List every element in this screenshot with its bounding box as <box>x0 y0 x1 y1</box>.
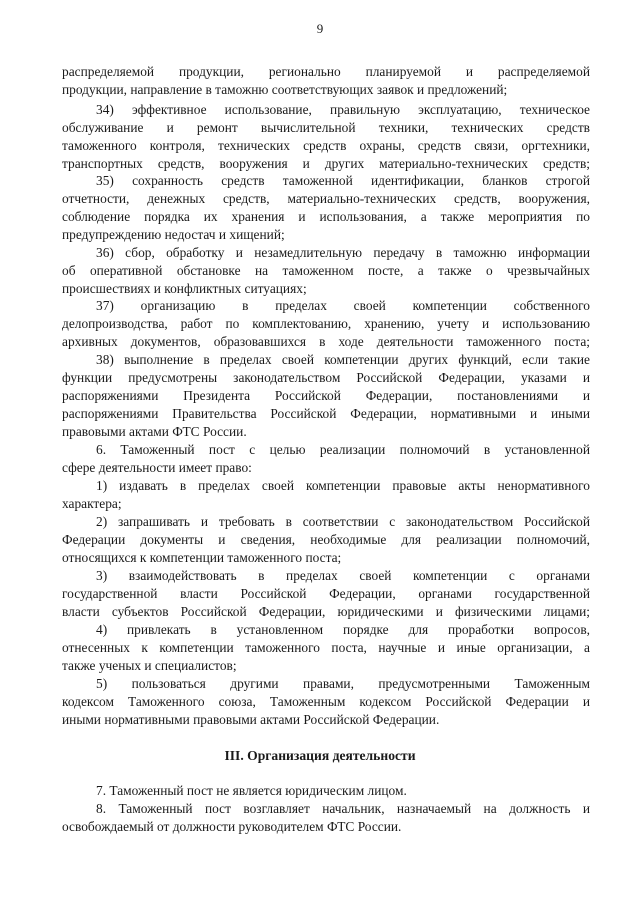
text-line: 37) организацию в пределах своей компетенции собственного <box>96 298 590 313</box>
text-line: 36) сбор, обработку и незамедлительную передачу в таможню информации <box>96 245 590 260</box>
text-line: продукции, направление в таможню соответствующих заявок и предложений; <box>62 82 508 97</box>
text-line: делопроизводства, работ по комплектованию, хранению, учету и использованию <box>62 316 590 331</box>
text-line: транспортных средств, вооружения и других материально-технических средств; <box>62 156 590 171</box>
text-line: кодексом Таможенного союза, Таможенным кодексом Российской Федерации и <box>62 694 590 709</box>
text-line: таможенного контроля, технических средств охраны, средств связи, оргтехники, <box>62 138 590 153</box>
text-line: происшествиях и конфликтных ситуациях; <box>62 281 307 296</box>
text-line: распоряжениями Правительства Российской Федерации, нормативными и иными <box>62 406 590 421</box>
text-line: 34) эффективное использование, правильную эксплуатацию, техническое <box>96 102 590 117</box>
text-line: власти субъектов Российской Федерации, юридическими и физическими лицами; <box>62 604 590 619</box>
text-line: обслуживание и ремонт вычислительной техники, технических средств <box>62 120 590 135</box>
text-line: иными нормативными правовыми актами Российской Федерации. <box>62 712 440 727</box>
text-line: характера; <box>62 496 122 511</box>
text-line: функции предусмотрены законодательством Российской Федерации, указами и <box>62 370 590 385</box>
text-line: Федерации документы и сведения, необходимые для реализации полномочий, <box>62 532 590 547</box>
text-line: отнесенных к компетенции таможенного поста, научные и иные организации, а <box>62 640 590 655</box>
text-line: архивных документов, образовавшихся в ходе деятельности таможенного поста; <box>62 334 590 349</box>
text-line: соблюдение порядка их хранения и использования, а также мероприятия по <box>62 209 590 224</box>
text-line: 2) запрашивать и требовать в соответствии с законодательством Российской <box>96 514 590 529</box>
text-line: 6. Таможенный пост с целью реализации полномочий в установленной <box>96 442 590 457</box>
text-line: распоряжениями Президента Российской Федерации, постановлениями и <box>62 388 590 403</box>
text-line: освобождаемый от должности руководителем ФТС России. <box>62 819 402 834</box>
text-line: правовыми актами ФТС России. <box>62 424 247 439</box>
section-heading: III. Организация деятельности <box>224 748 416 763</box>
page-number: 9 <box>316 21 324 36</box>
text-line: 3) взаимодействовать в пределах своей компетенции с органами <box>96 568 590 583</box>
text-line: предупреждению недостач и хищений; <box>62 227 285 242</box>
text-line: 8. Таможенный пост возглавляет начальник, назначаемый на должность и <box>96 801 590 816</box>
text-line: 1) издавать в пределах своей компетенции правовые акты ненормативного <box>96 478 590 493</box>
text-line: также ученых и специалистов; <box>62 658 237 673</box>
text-line: 5) пользоваться другими правами, предусмотренными Таможенным <box>96 676 590 691</box>
text-line: сфере деятельности имеет право: <box>62 460 252 475</box>
text-line: об оперативной обстановке на таможенном посте, а также о чрезвычайных <box>62 263 590 278</box>
text-line: относящихся к компетенции таможенного поста; <box>62 550 342 565</box>
text-line: 4) привлекать в установленном порядке для проработки вопросов, <box>96 622 590 637</box>
text-line: 38) выполнение в пределах своей компетенции других функций, если такие <box>96 352 590 367</box>
text-line: отчетности, денежных средств, материально-технических средств, вооружения, <box>62 191 590 206</box>
text-line: 7. Таможенный пост не является юридическим лицом. <box>96 783 407 798</box>
text-line: 35) сохранность средств таможенной идентификации, бланков строгой <box>96 173 590 188</box>
text-line: распределяемой продукции, регионально планируемой и распределяемой <box>62 64 590 79</box>
text-line: государственной власти Российской Федерации, органами государственной <box>62 586 590 601</box>
